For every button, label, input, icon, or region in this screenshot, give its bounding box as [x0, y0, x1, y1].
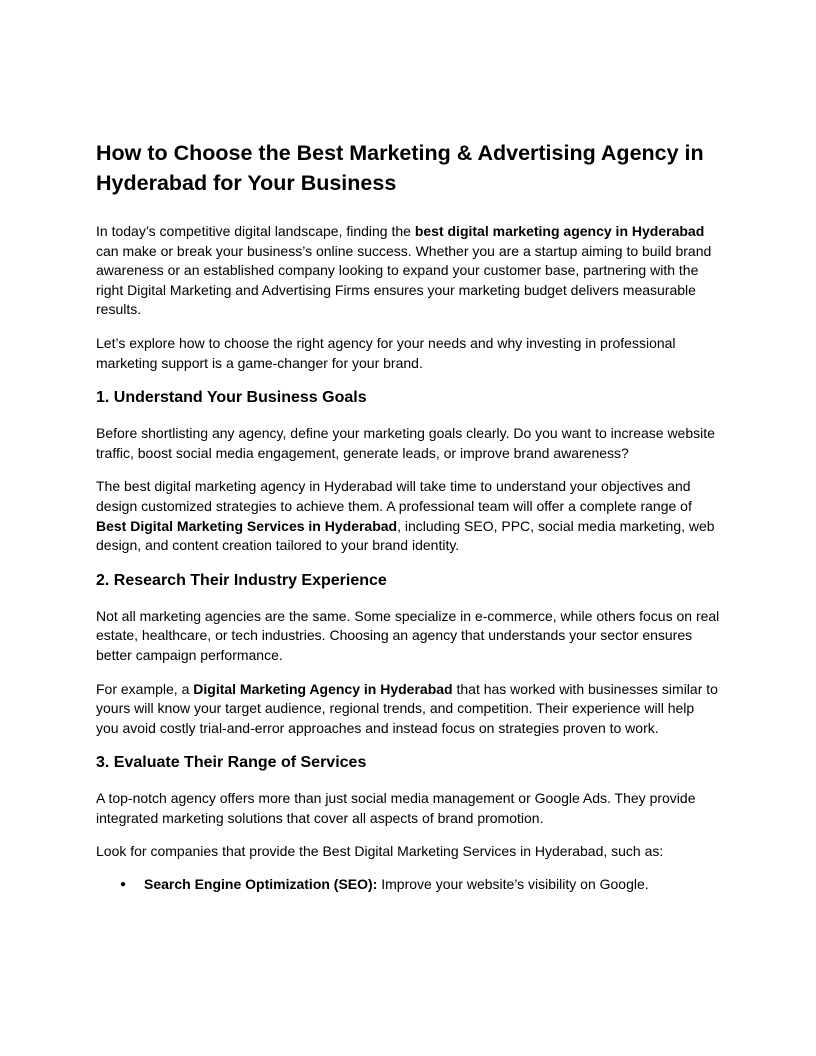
list-item-label: Search Engine Optimization (SEO):	[144, 876, 378, 893]
services-list	[96, 875, 720, 895]
list-item	[117, 875, 720, 895]
section-3-heading: 3. Evaluate Their Range of Services	[96, 754, 367, 772]
list-item-text: Improve your website’s visibility on Google.	[377, 876, 649, 893]
section-2-paragraph-2	[96, 680, 720, 739]
s1-bold-keyword: Best Digital Marketing Services in Hyderabad	[96, 517, 398, 534]
section-2-paragraph-1: Not all marketing agencies are the same. Some specialize in e-commerce, while others focus on real estate, healthcare, or tech industries. Choosing an agency that understands your sector ensures better campaign performance.	[96, 607, 720, 663]
section-1-paragraph-2	[96, 477, 720, 555]
intro-text-c: can make or break your business’s online success. Whether you are a startup aiming to build brand awareness or an established company looking to expand your customer base, partnering with the right Digital Marketing and Advertising Firms ensures your marketing budget delivers measurable results.	[96, 242, 712, 318]
section-3-paragraph-1: A top-notch agency offers more than just social media management or Google Ads. They provide integrated marketing solutions that cover all aspects of brand promotion.	[96, 790, 696, 826]
intro-paragraph-1	[96, 222, 720, 320]
section-2-heading: 2. Research Their Industry Experience	[96, 571, 387, 589]
s1-text-a: The best digital marketing agency in Hyderabad will take time to understand your objectives and design customized strategies to achieve them. A professional team will offer a complete range of	[96, 478, 692, 514]
intro-bold-keyword: best digital marketing agency in Hyderabad	[414, 223, 705, 239]
bullet-icon: ●	[119, 879, 127, 891]
section-3	[96, 752, 720, 894]
s2-text-c: that has worked with businesses similar to yours will know your target audience, regional trends, and competition. Their experience will help you avoid costly trial-and-error approaches and instead focus on strategies proven to work.	[96, 680, 718, 736]
section-3-paragraph-2: Look for companies that provide the Best Digital Marketing Services in Hyderabad, such as:	[96, 843, 664, 860]
s2-bold-keyword: Digital Marketing Agency in Hyderabad	[193, 680, 453, 697]
section-1-paragraph-1: Before shortlisting any agency, define your marketing goals clearly. Do you want to increase website traffic, boost social media engagement, generate leads, or improve brand awareness?	[96, 425, 715, 461]
document-title: How to Choose the Best Marketing & Advertising Agency in Hyderabad for Your Business	[96, 141, 704, 195]
section-1-heading: 1. Understand Your Business Goals	[96, 389, 367, 407]
intro-text-a: In today’s competitive digital landscape, finding the	[96, 223, 415, 239]
section-2	[96, 570, 720, 739]
section-1	[96, 387, 720, 556]
intro-paragraph-2: Let’s explore how to choose the right agency for your needs and why investing in professional marketing support is a game-changer for your brand.	[96, 334, 676, 371]
s2-text-a: For example, a	[96, 680, 194, 697]
s1-text-c: , including SEO, PPC, social media marketing, web design, and content creation tailored to your brand identity.	[96, 517, 715, 554]
